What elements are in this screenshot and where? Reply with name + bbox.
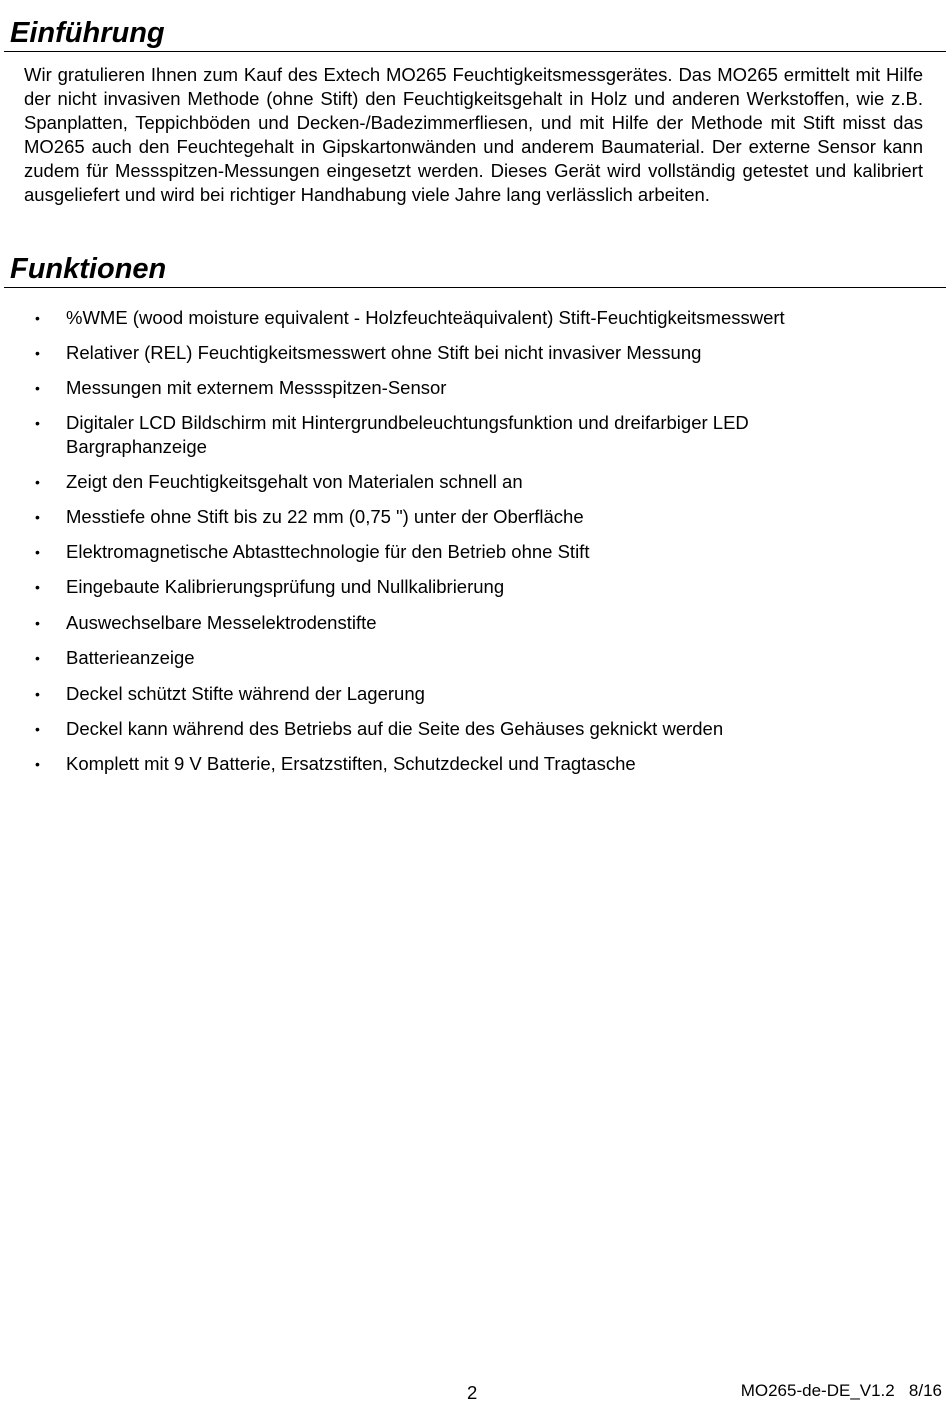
feature-text: Deckel kann während des Betriebs auf die Seite des Gehäuses geknickt werden — [66, 718, 724, 739]
bullet-icon: • — [35, 380, 40, 396]
document-reference: MO265-de-DE_V1.2 8/16 — [740, 1381, 942, 1400]
feature-text: Komplett mit 9 V Batterie, Ersatzstiften, Schutzdeckel und Tragtasche — [66, 753, 636, 774]
introduction-paragraph: Wir gratulieren Ihnen zum Kauf des Extech MO265 Feuchtigkeitsmessgerätes. Das MO265 ermittelt mit Hilfe der nicht invasiven Methode (ohne Stift) den Feuchtigkeitsgehalt in Holz und anderen Werkstoffen, wie z.B. Spanplatten, Teppichböden und Decken-/Badezimmerfliesen, und mit Hilfe der Methode mit Stift misst das MO265 auch den Feuchtegehalt in Gipskartonwänden und anderem Baumaterial. Der externe Sensor kann zudem für Messspitzen-Messungen eingesetzt werden. Dieses Gerät wird vollständig getestet und kalibriert ausgeliefert und wird bei richtiger Handhabung viele Jahre lang verlässlich arbeiten. — [24, 64, 923, 205]
feature-text: Messungen mit externem Messspitzen-Sensor — [66, 377, 447, 398]
heading-divider-introduction — [4, 51, 946, 52]
feature-text: %WME (wood moisture equivalent - Holzfeuchteäquivalent) Stift-Feuchtigkeitsmesswert — [66, 307, 785, 328]
bullet-icon: • — [35, 650, 40, 666]
feature-text: Relativer (REL) Feuchtigkeitsmesswert ohne Stift bei nicht invasiver Messung — [66, 342, 702, 363]
feature-text: Digitaler LCD Bildschirm mit Hintergrundbeleuchtungsfunktion und dreifarbiger LED Bargraphanzeige — [66, 412, 749, 457]
bullet-icon: • — [35, 345, 40, 361]
feature-text: Deckel schützt Stifte während der Lagerung — [66, 683, 425, 704]
page-number: 2 — [467, 1382, 478, 1403]
heading-divider-features — [4, 287, 946, 288]
bullet-icon: • — [35, 579, 40, 595]
bullet-icon: • — [35, 509, 40, 525]
bullet-icon: • — [35, 474, 40, 490]
feature-text: Elektromagnetische Abtasttechnologie für den Betrieb ohne Stift — [66, 541, 590, 562]
bullet-icon: • — [35, 686, 40, 702]
bullet-icon: • — [35, 721, 40, 737]
section-heading-features: Funktionen — [10, 253, 167, 285]
feature-text: Auswechselbare Messelektrodenstifte — [66, 612, 377, 633]
feature-text: Batterieanzeige — [66, 647, 195, 668]
bullet-icon: • — [35, 544, 40, 560]
feature-text: Eingebaute Kalibrierungsprüfung und Nullkalibrierung — [66, 576, 505, 597]
feature-text: Messtiefe ohne Stift bis zu 22 mm (0,75 ") unter der Oberfläche — [66, 506, 584, 527]
bullet-icon: • — [35, 310, 40, 326]
section-heading-introduction: Einführung — [10, 17, 165, 49]
bullet-icon: • — [35, 756, 40, 772]
bullet-icon: • — [35, 615, 40, 631]
bullet-icon: • — [35, 415, 40, 431]
feature-text: Zeigt den Feuchtigkeitsgehalt von Materialen schnell an — [66, 471, 523, 492]
